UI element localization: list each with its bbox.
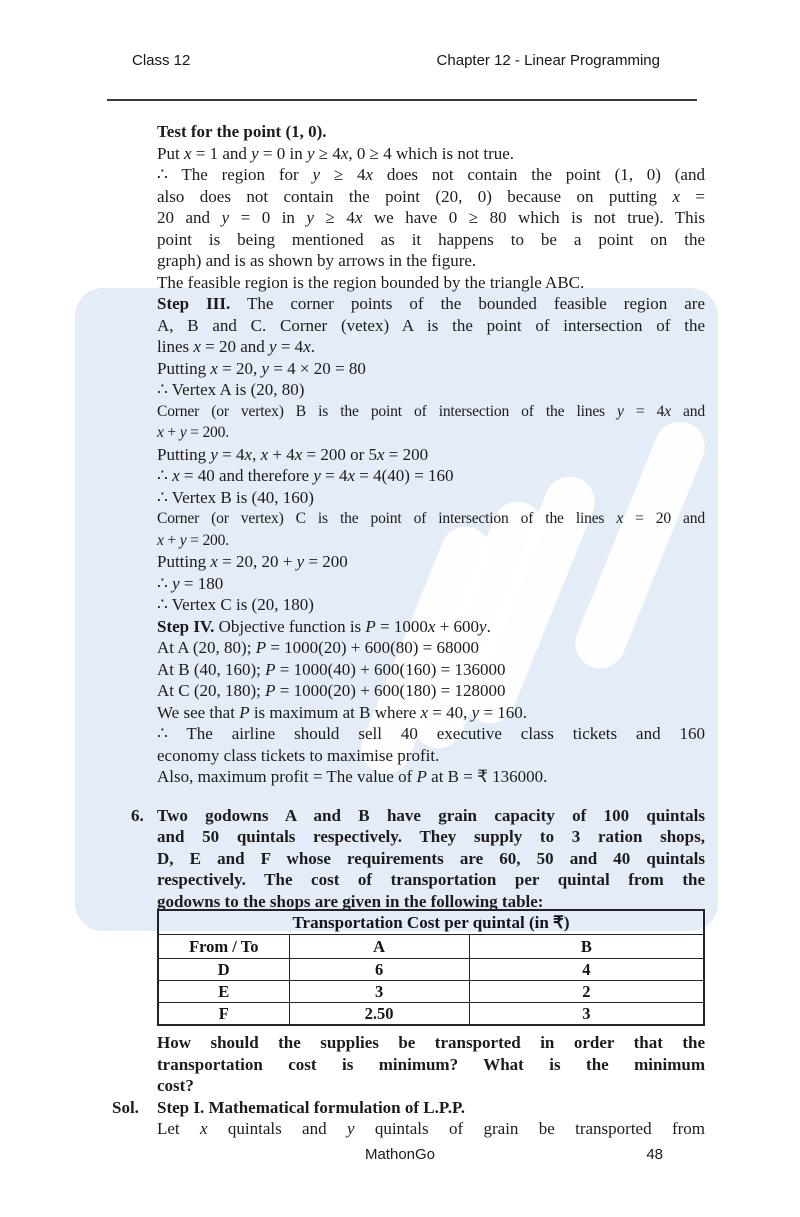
- text-line: Putting x = 20, 20 + y = 200: [157, 552, 348, 571]
- text-line: Test for the point (1, 0).: [157, 122, 327, 141]
- table-cell: 2: [469, 981, 704, 1003]
- text-line: ∴ The airline should sell 40 executive class tickets and 160: [157, 724, 705, 743]
- text-line: Putting x = 20, y = 4 × 20 = 80: [157, 358, 366, 378]
- text-line: and 50 quintals respectively. They supply to 3 ration shops,: [157, 827, 705, 846]
- table-cell: 3: [469, 1003, 704, 1026]
- text-line: Step IV. Objective function is P = 1000x + 600y.: [157, 616, 491, 636]
- text-line: 6. Two godowns A and B have grain capacity of 100 quintals: [131, 805, 705, 825]
- text-line: Step III. The corner points of the bounded feasible region are: [157, 294, 705, 313]
- text-line: respectively. The cost of transportation per quintal from the: [157, 870, 705, 889]
- text-line: Let x quintals and y quintals of grain be transported from: [157, 1119, 705, 1138]
- document-body: [112, 121, 706, 1140]
- text-line: x + y = 200.: [157, 531, 229, 549]
- table-row: [158, 1003, 704, 1026]
- text-line: Putting y = 4x, x + 4x = 200 or 5x = 200: [157, 444, 429, 464]
- table-row: [158, 959, 704, 981]
- text-line: Corner (or vertex) B is the point of intersection of the lines y = 4x and: [157, 402, 705, 420]
- text-line: godowns to the shops are given in the following table:: [157, 891, 544, 911]
- text-line: ∴ y = 180: [157, 573, 224, 593]
- text-line: Also, maximum profit = The value of P at B = ₹ 136000.: [157, 767, 548, 786]
- text-line: The feasible region is the region bounded by the triangle ABC.: [157, 272, 585, 292]
- table-column-header: From / To: [158, 935, 289, 959]
- header-rule: [107, 99, 697, 101]
- table-cell: 3: [289, 981, 469, 1003]
- text-line: ∴ x = 40 and therefore y = 4x = 4(40) = 160: [157, 466, 454, 485]
- table-cell: E: [158, 981, 289, 1003]
- text-line: 20 and y = 0 in y ≥ 4x we have 0 ≥ 80 which is not true). This: [157, 208, 706, 227]
- table-column-header: B: [469, 935, 704, 959]
- header-chapter-label: Chapter 12 - Linear Programming: [436, 52, 660, 69]
- table-title: Transportation Cost per quintal (in ₹): [158, 910, 704, 935]
- text-line: economy class tickets to maximise profit.: [157, 745, 440, 765]
- table-cell: 2.50: [289, 1003, 469, 1026]
- solution-label: Sol.: [112, 1097, 139, 1117]
- table-cell: 4: [469, 959, 704, 981]
- text-line: A, B and C. Corner (vetex) A is the point of intersection of the: [157, 315, 705, 335]
- text-line: At A (20, 80); P = 1000(20) + 600(80) = 68000: [157, 638, 480, 657]
- text-line: x + y = 200.: [157, 424, 229, 441]
- text-line: lines x = 20 and y = 4x.: [157, 337, 315, 356]
- text-line: ∴ Vertex B is (40, 160): [157, 487, 314, 507]
- table-column-header: A: [289, 935, 469, 959]
- text-line: transportation cost is minimum? What is the minimum: [157, 1054, 705, 1074]
- text-line: How should the supplies be transported in order that the: [157, 1033, 705, 1052]
- text-line: also does not contain the point (20, 0) because on putting x =: [157, 186, 706, 206]
- table-cell: 6: [289, 959, 469, 981]
- text-line: ∴ Vertex C is (20, 180): [157, 595, 314, 614]
- transportation-cost-table: [157, 909, 705, 1026]
- text-line: ∴ The region for y ≥ 4x does not contain the point (1, 0) (and: [157, 165, 705, 184]
- text-line: At C (20, 180); P = 1000(20) + 600(180) = 128000: [157, 681, 506, 700]
- header-class-label: Class 12: [132, 52, 191, 69]
- text-line: Corner (or vertex) C is the point of intersection of the lines x = 20 and: [157, 510, 705, 527]
- table-cell: D: [158, 959, 289, 981]
- question-number: 6.: [131, 805, 144, 825]
- text-line: point is being mentioned as it happens to be a point on the: [157, 229, 705, 249]
- text-line: cost?: [157, 1076, 194, 1095]
- text-line: ∴ Vertex A is (20, 80): [157, 380, 305, 399]
- text-line: D, E and F whose requirements are 60, 50 and 40 quintals: [157, 848, 705, 868]
- footer-brand: MathonGo: [364, 1146, 436, 1163]
- text-line: Put x = 1 and y = 0 in y ≥ 4x, 0 ≥ 4 which is not true.: [157, 143, 515, 163]
- text-line: At B (40, 160); P = 1000(40) + 600(160) = 136000: [157, 659, 506, 679]
- table-row: [158, 981, 704, 1003]
- text-line: graph) and is as shown by arrows in the figure.: [157, 251, 477, 270]
- table-cell: F: [158, 1003, 289, 1026]
- text-line: We see that P is maximum at B where x = 40, y = 160.: [157, 702, 528, 722]
- footer-page-number: 48: [646, 1146, 663, 1163]
- text-line: Sol. Step I. Mathematical formulation of L.P.P.: [112, 1097, 466, 1117]
